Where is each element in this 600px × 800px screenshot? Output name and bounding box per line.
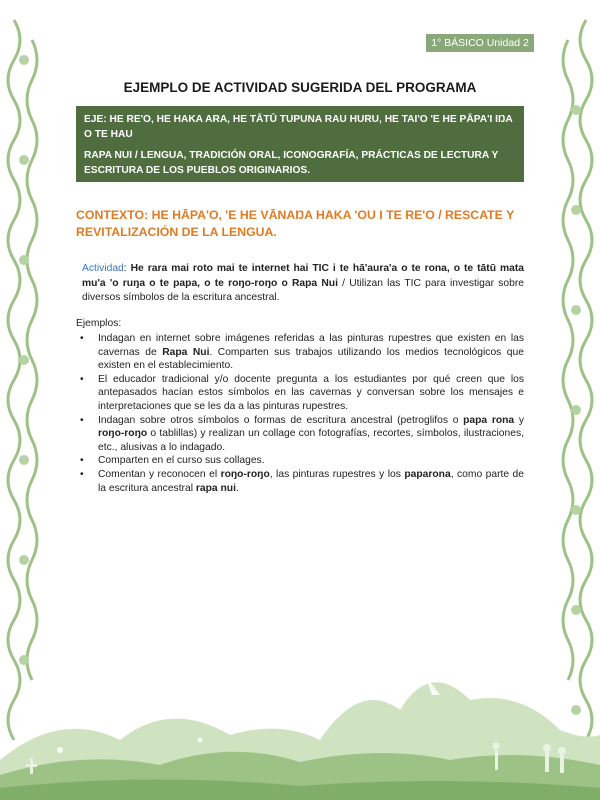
list-item-text: o tablillas) y realizan un collage con fotografías, recortes, símbolos, ilustraciones, etc., alusivas a lo indagado.	[98, 428, 524, 453]
left-decorative-border	[0, 0, 48, 740]
list-item	[76, 454, 524, 468]
list-item-text: , como parte de la escritura ancestral	[98, 468, 525, 494]
list-item-text: Comentan y reconocen el	[98, 468, 221, 480]
list-item-text: , las pinturas rupestres y los	[269, 468, 405, 480]
list-item-bold: papa rona	[463, 414, 515, 426]
list-item-text: Comparten en el curso sus collages.	[98, 455, 265, 467]
list-item	[76, 414, 524, 455]
subject-line: RAPA NUI / LENGUA, TRADICIÓN ORAL, ICONOGRAFÍA, PRÁCTICAS DE LECTURA Y ESCRITURA DE LOS PUEBLOS ORIGINARIOS.	[84, 150, 499, 176]
list-item-bold: paparona	[404, 468, 451, 480]
actividad-spanish-text: / Utilizan las TIC para investigar sobre diversos símbolos de la escritura ancestral.	[82, 277, 524, 303]
bullet-icon: •	[80, 455, 84, 467]
bullet-icon: •	[80, 468, 84, 480]
eje-line: EJE: HE RE'O, HE HAKA ARA, HE TĀTŪ TUPUNA RAU HURU, HE TAI'O 'E HE PĀPA'I IŊA O TE HAU	[84, 114, 513, 140]
list-item-bold: roŋo-roŋo	[98, 428, 148, 440]
actividad-colon: :	[123, 263, 131, 274]
actividad-paragraph	[82, 262, 524, 306]
ejemplos-label: Ejemplos:	[76, 318, 122, 329]
list-item-bold: Rapa Nui	[162, 346, 210, 358]
list-item	[76, 332, 524, 373]
list-item-text: Indagan sobre otros símbolos o formas de escritura ancestral (petroglifos o	[98, 414, 464, 426]
footer-landscape-illustration	[0, 640, 600, 800]
list-item-text: y	[514, 414, 524, 426]
actividad-rapanui-text: He rara mai roto mai te internet hai TIC i te hā'aura'a o te rona, o te tātū mata mu'a 'o ruŋa o te papa, o te roŋo-roŋo o Rapa Nui	[82, 263, 524, 289]
list-item-text: Indagan en internet sobre imágenes referidas a las pinturas rupestres que existen en las cavernas de	[98, 333, 524, 358]
list-item	[76, 468, 524, 495]
list-item-bold: roŋo-roŋo	[220, 468, 270, 480]
list-item-bold: rapa nui	[195, 482, 236, 494]
list-item-text: .	[235, 482, 239, 494]
page-title: EJEMPLO DE ACTIVIDAD SUGERIDA DEL PROGRAMA	[123, 80, 477, 95]
list-item-text: . Comparten sus trabajos utilizando los medios tecnológicos que existen en el establecimiento.	[98, 346, 524, 372]
actividad-label: Actividad	[82, 263, 124, 274]
grade-unit-badge: 1° BÁSICO Unidad 2	[426, 34, 534, 52]
eje-box	[76, 106, 524, 182]
contexto-heading: CONTEXTO: HE HĀPA'O, 'E HE VĀNAŊA HAKA 'OU I TE RE'O / RESCATE Y REVITALIZACIÓN DE LA LENGUA.	[76, 208, 515, 239]
bullet-icon: •	[80, 333, 84, 344]
list-item-text: El educador tradicional y/o docente pregunta a los estudiantes por qué creen que los antepasados hacían estos símbolos en las cavernas y conversan sobre los mensajes e interpretaciones que se les da a las pinturas rupestres.	[98, 373, 524, 412]
bullet-icon: •	[80, 373, 84, 385]
bullet-icon: •	[80, 414, 84, 426]
list-item	[76, 373, 524, 414]
ejemplos-list	[76, 332, 524, 495]
right-decorative-border	[552, 0, 600, 740]
